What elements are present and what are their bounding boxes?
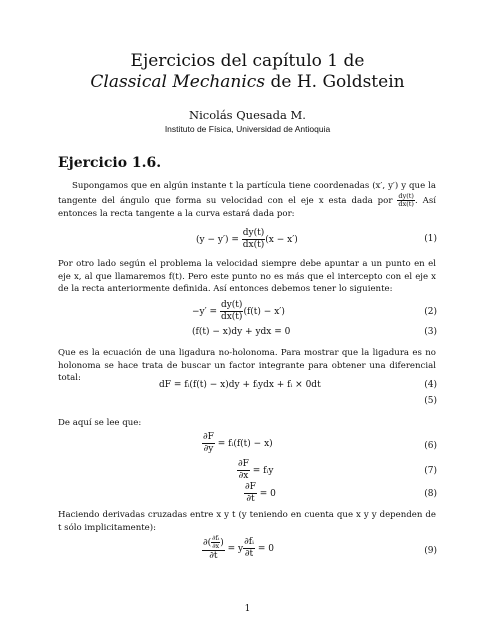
eq9-lhs-den: ∂t — [209, 551, 218, 561]
equation-7 — [237, 459, 273, 482]
eq8-fraction — [244, 482, 257, 505]
book-title: Classical Mechanics — [90, 72, 266, 92]
equation-1 — [196, 228, 298, 251]
equation-2-number: (2) — [424, 307, 437, 317]
eq8-rhs: = 0 — [259, 489, 276, 499]
eq9-partial: ∂ — [203, 538, 208, 548]
equation-6 — [202, 432, 273, 455]
equation-7-number: (7) — [424, 466, 437, 476]
eq2-fraction — [220, 300, 244, 323]
paragraph-1-text-a: Supongamos que en algún instante t la partícula tiene coordenadas (x′, y′) y que la tangente del ángulo que forma su velocidad con el eje x esta dada por — [58, 181, 436, 206]
eq6-num: ∂F — [203, 432, 214, 442]
eq9-rhs-den: ∂t — [244, 549, 254, 559]
eq2-den: dx(t) — [220, 312, 243, 322]
eq1-rhs: (x − x′) — [265, 235, 298, 245]
eq9-rhs-fraction — [243, 537, 255, 560]
equation-3-number: (3) — [424, 327, 437, 337]
author-name: Nicolás Quesada M. — [189, 108, 306, 122]
paragraph-4: De aquí se lee que: — [58, 418, 142, 428]
eq9-inner-num: ∂fᵢ — [212, 534, 220, 542]
eq9-lhs-num: ∂( $\frac{\text{∂fᵢ}}{\partial x}$ ) — [203, 534, 224, 550]
eq2-num: dy(t) — [220, 300, 243, 310]
eq2-rhs: (f(t) − x′) — [243, 307, 285, 317]
eq7-num: ∂F — [238, 459, 249, 469]
inline-fraction-num: dy(t) — [398, 191, 414, 200]
eq7-den: ∂x — [238, 471, 249, 481]
eq9-mid: = y — [227, 544, 244, 554]
book-author: de H. Goldstein — [265, 72, 405, 92]
eq8-den: ∂t — [246, 494, 255, 504]
eq1-den: dx(t) — [242, 240, 265, 250]
eq9-inner-fraction — [211, 535, 220, 550]
eq9-lhs-fraction — [202, 535, 225, 562]
eq7-fraction — [237, 459, 250, 482]
equation-3: (f(t) − x)dy + ydx = 0 — [192, 327, 291, 337]
equation-8-number: (8) — [424, 489, 437, 499]
paragraph-2: Por otro lado según el problema la velocidad siempre debe apuntar a un punto en el eje x, al que llamaremos f(t). Pero este punto no es más que el intercepto con el eje x de la recta anteriormente definida. Así entonces debemos tener lo siguiente: — [58, 259, 436, 294]
eq7-rhs: = fᵢy — [252, 466, 274, 476]
eq1-num: dy(t) — [242, 228, 265, 238]
eq6-den: ∂y — [203, 444, 214, 454]
page-number: 1 — [244, 604, 251, 614]
eq6-fraction — [202, 432, 215, 455]
equation-9 — [202, 535, 274, 562]
equation-1-number: (1) — [424, 234, 437, 244]
paragraph-3: Que es la ecuación de una ligadura no-holonoma. Para mostrar que la ligadura es no holonoma se hace trata de buscar un factor integrante para obtener una diferencial total: — [58, 348, 436, 383]
equation-5-number: (5) — [424, 396, 437, 406]
eq6-rhs: = fᵢ(f(t) − x) — [217, 439, 273, 449]
eq9-inner-den: ∂x — [212, 542, 220, 550]
eq1-lhs: (y − y′) = — [196, 235, 239, 245]
section-heading: Ejercicio 1.6. — [58, 155, 162, 171]
equation-4-number: (4) — [424, 380, 437, 390]
title-line-1: Ejercicios del capítulo 1 de — [130, 51, 365, 71]
eq8-num: ∂F — [245, 482, 256, 492]
eq2-lhs: −y′ = — [192, 307, 218, 317]
equation-2 — [192, 300, 285, 323]
affiliation: Instituto de Física, Universidad de Antioquia — [164, 124, 331, 134]
equation-9-number: (9) — [424, 546, 437, 556]
eq9-rhs: = 0 — [257, 544, 274, 554]
paragraph-1-text-b: . Así entonces la recta tangente a la curva estará dada por: — [58, 195, 436, 219]
paragraph-5: Haciendo derivadas cruzadas entre x y t (y teniendo en cuenta que x y y dependen de t sólo implicitamente): — [58, 510, 436, 533]
inline-fraction — [397, 193, 415, 208]
equation-6-number: (6) — [424, 441, 437, 451]
paragraph-1 — [58, 180, 436, 220]
inline-fraction-den: dx(t) — [398, 199, 414, 208]
equation-8 — [244, 482, 276, 505]
equation-4: dF = fᵢ(f(t) − x)dy + fᵢydx + fᵢ × 0dt — [159, 380, 321, 390]
eq9-rhs-num: ∂fᵢ — [244, 537, 254, 547]
eq1-fraction — [242, 228, 266, 251]
title-line-2 — [0, 72, 495, 92]
